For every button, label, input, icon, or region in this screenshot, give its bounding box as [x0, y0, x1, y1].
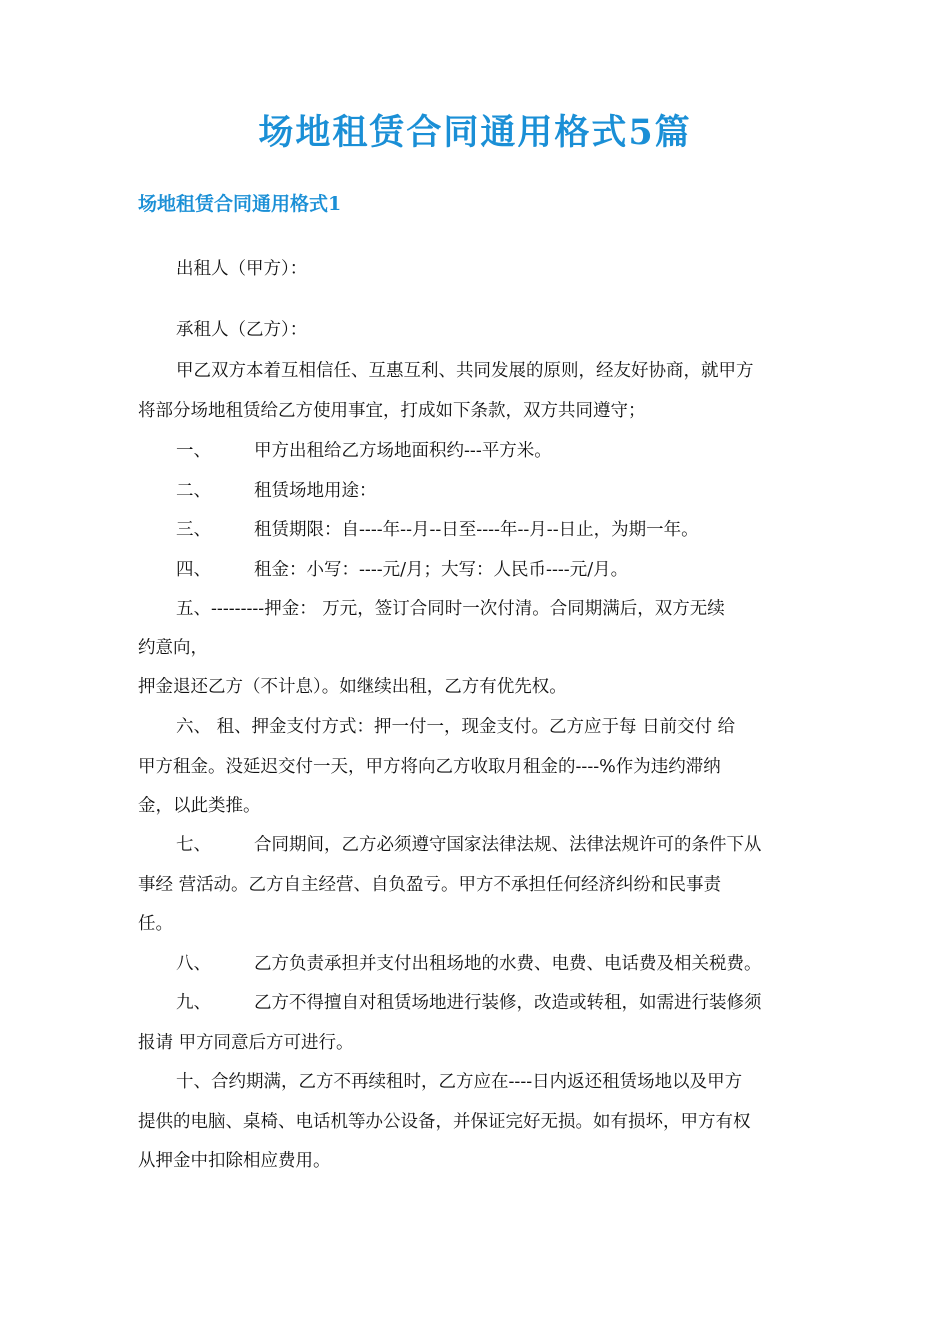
clause-7-line-3: 任。	[138, 914, 173, 934]
clause-3	[176, 516, 856, 544]
clause-number: 七、	[176, 835, 211, 855]
clause-number: 八、	[176, 954, 211, 974]
clause-number: 二、	[176, 481, 211, 501]
section-title: 场地租赁合同通用格式1	[138, 193, 342, 215]
clause-text: 甲方出租给乙方场地面积约---平方米。	[254, 441, 552, 461]
party-a-line: 出租人（甲方）：	[176, 259, 308, 279]
clause-6-line-2: 甲方租金。没延迟交付一天，甲方将向乙方收取月租金的----%作为违约滞纳	[138, 757, 721, 777]
clause-9-line-2: 报请 甲方同意后方可进行。	[138, 1033, 354, 1053]
clause-7-line-1	[176, 831, 856, 859]
clause-8	[176, 950, 856, 978]
clause-number: 九、	[176, 993, 211, 1013]
clause-5-line-2: 约意向，	[138, 638, 208, 658]
clause-10-line-3: 从押金中扣除相应费用。	[138, 1151, 331, 1171]
clause-10-line-2: 提供的电脑、桌椅、电话机等办公设备，并保证完好无损。如有损坏，甲方有权	[138, 1112, 751, 1132]
clause-6-line-3: 金，以此类推。	[138, 796, 261, 816]
clause-1	[176, 437, 856, 465]
clause-text: 乙方负责承担并支付出租场地的水费、电费、电话费及相关税费。	[254, 954, 762, 974]
clause-number: 一、	[176, 441, 211, 461]
clause-2	[176, 477, 856, 505]
clause-5-line-1: 五、---------押金： 万元，签订合同时一次付清。合同期满后，双方无续	[176, 599, 725, 619]
preamble-line-2: 将部分场地租赁给乙方使用事宜，打成如下条款，双方共同遵守；	[138, 401, 646, 421]
clause-6-line-1: 六、 租、押金支付方式：押一付一，现金支付。乙方应于每 日前交付 给	[176, 717, 736, 737]
clause-number: 三、	[176, 520, 211, 540]
clause-text: 乙方不得擅自对租赁场地进行装修，改造或转租，如需进行装修须	[254, 993, 762, 1013]
party-b-line: 承租人（乙方）：	[176, 320, 308, 340]
clause-text: 租金：小写：----元/月；大写：人民币----元/月。	[254, 560, 629, 580]
document-title: 场地租赁合同通用格式5篇	[258, 112, 692, 153]
preamble-line-1: 甲乙双方本着互相信任、互惠互利、共同发展的原则，经友好协商，就甲方	[176, 361, 754, 381]
clause-9-line-1	[176, 989, 856, 1017]
clause-5-line-3: 押金退还乙方（不计息）。如继续出租，乙方有优先权。	[138, 677, 567, 697]
clause-text: 租赁期限：自----年--月--日至----年--月--日止，为期一年。	[254, 520, 699, 540]
clause-number: 四、	[176, 560, 211, 580]
clause-4	[176, 556, 856, 584]
clause-text: 合同期间，乙方必须遵守国家法律法规、法律法规许可的条件下从	[254, 835, 762, 855]
clause-10-line-1: 十、合约期满，乙方不再续租时，乙方应在----日内返还租赁场地以及甲方	[176, 1072, 743, 1092]
clause-7-line-2: 事经 营活动。乙方自主经营、自负盈亏。甲方不承担任何经济纠纷和民事责	[138, 875, 722, 895]
clause-text: 租赁场地用途：	[254, 481, 377, 501]
